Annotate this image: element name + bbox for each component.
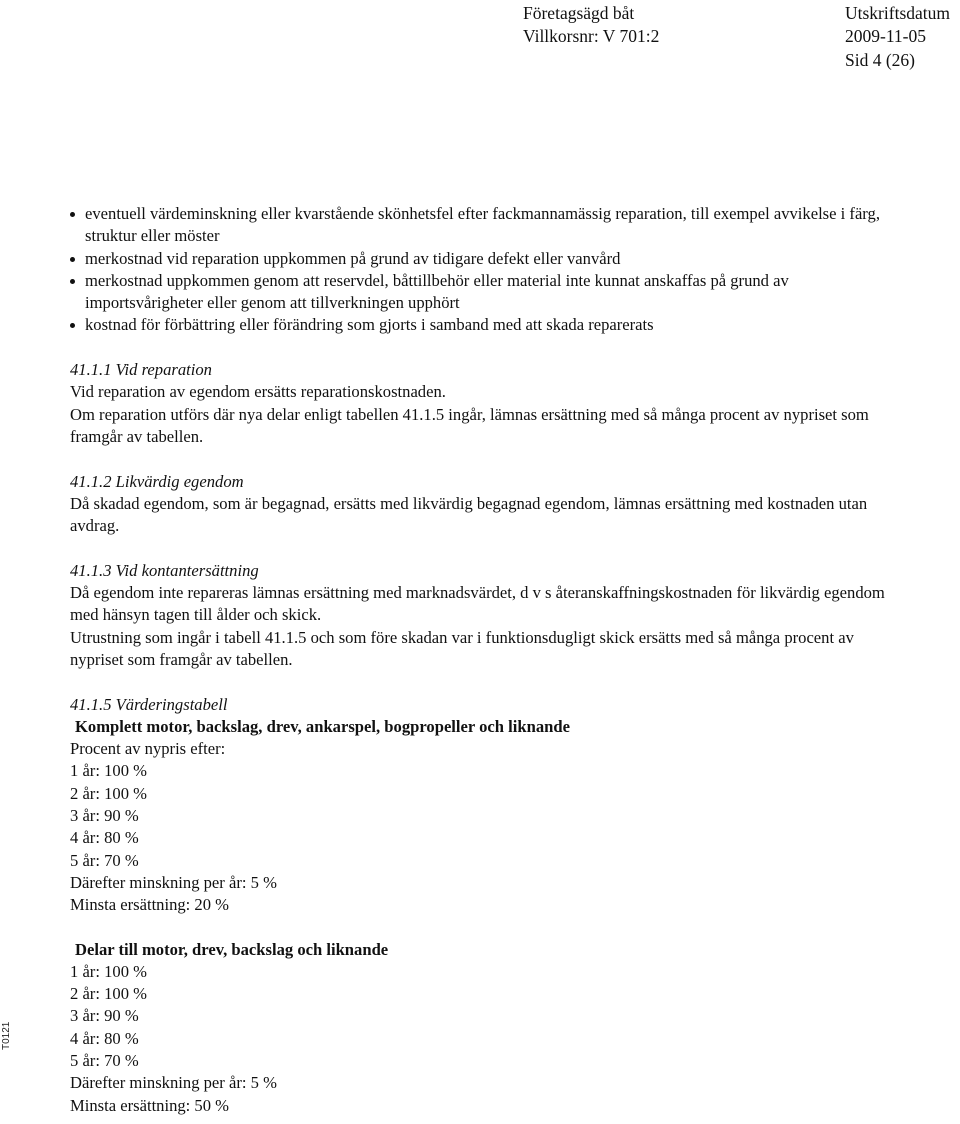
list-item: merkostnad uppkommen genom att reservdel, båttillbehör eller material inte kunnat anskaffas på grund av importsvårigheter eller genom att tillverkningen upphört — [70, 270, 885, 315]
table-heading: Komplett motor, backslag, drev, ankarspel, bogpropeller och liknande — [75, 716, 570, 736]
company-label: Företagsägd båt — [523, 3, 635, 23]
table-minimum: Minsta ersättning: 20 % — [70, 895, 230, 915]
paragraph: Vid reparation av egendom ersätts reparationskostnaden. — [70, 382, 446, 402]
side-code: T0121 — [1, 1021, 12, 1050]
document-body — [70, 203, 885, 1117]
table-row: 2 år: 100 % — [70, 984, 147, 1004]
table-heading: Delar till motor, drev, backslag och liknande — [75, 939, 389, 959]
table-row: 1 år: 100 % — [70, 961, 147, 981]
paragraph: Utrustning som ingår i tabell 41.1.5 och som före skadan var i funktionsdugligt skick ersätts med så många procent av nypriset som framgår av tabellen. — [70, 627, 854, 669]
section-title: 41.1.3 Vid kontantersättning — [70, 560, 259, 580]
table-row: 3 år: 90 % — [70, 1006, 139, 1026]
print-date-label: Utskriftsdatum — [845, 3, 950, 23]
table-row: 1 år: 100 % — [70, 761, 147, 781]
table-minimum: Minsta ersättning: 50 % — [70, 1095, 230, 1115]
table-row: 5 år: 70 % — [70, 1050, 139, 1070]
section-equivalent — [70, 471, 885, 538]
section-repair — [70, 359, 885, 448]
table-after: Därefter minskning per år: 5 % — [70, 1073, 277, 1093]
paragraph: Då skadad egendom, som är begagnad, ersätts med likvärdig begagnad egendom, lämnas ersättning med kostnaden utan avdrag. — [70, 493, 868, 536]
paragraph: Då egendom inte repareras lämnas ersättning med marknadsvärdet, d v s återanskaffningskostnaden för likvärdig egendom med hänsyn tagen till ålder och skick. — [70, 583, 885, 625]
page-number: Sid 4 (26) — [845, 50, 915, 70]
table-row: 5 år: 70 % — [70, 850, 139, 870]
print-date: 2009-11-05 — [845, 26, 927, 46]
table-row: 2 år: 100 % — [70, 783, 147, 803]
terms-number: Villkorsnr: V 701:2 — [523, 26, 660, 46]
page-header — [0, 0, 960, 80]
section-title: 41.1.2 Likvärdig egendom — [70, 471, 244, 491]
table-row: 3 år: 90 % — [70, 806, 139, 826]
list-item: eventuell värdeminskning eller kvarstående skönhetsfel efter fackmannamässig reparation, till exempel avvikelse i färg, struktur eller möster — [70, 203, 885, 248]
table-after: Därefter minskning per år: 5 % — [70, 872, 277, 892]
table-row: 4 år: 80 % — [70, 828, 139, 848]
paragraph: Om reparation utförs där nya delar enligt tabellen 41.1.5 ingår, lämnas ersättning med så många procent av nypriset som framgår av tabellen. — [70, 404, 869, 446]
table-intro: Procent av nypris efter: — [70, 739, 226, 759]
list-item: kostnad för förbättring eller förändring som gjorts i samband med att skada reparerats — [70, 314, 885, 336]
exclusion-list — [70, 203, 885, 337]
table-row: 4 år: 80 % — [70, 1028, 139, 1048]
section-title: 41.1.5 Värderingstabell — [70, 694, 228, 714]
section-valuation — [70, 694, 885, 1117]
list-item: merkostnad vid reparation uppkommen på grund av tidigare defekt eller vanvård — [70, 248, 885, 270]
section-title: 41.1.1 Vid reparation — [70, 360, 212, 380]
section-cash — [70, 560, 885, 671]
